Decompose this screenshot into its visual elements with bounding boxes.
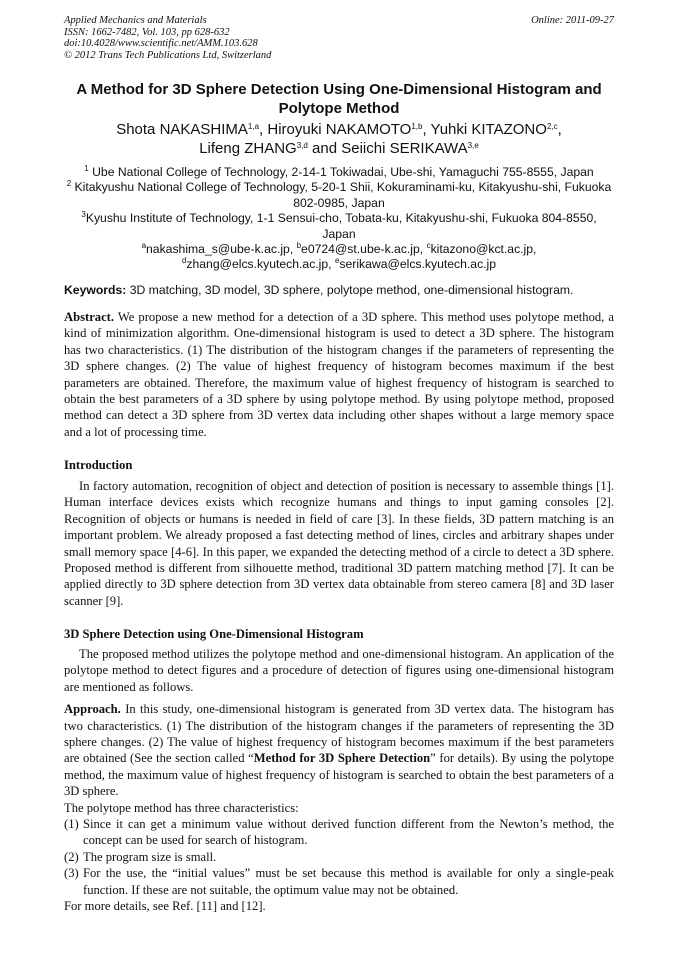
author: Shota NAKASHIMA$^{1,a}$, — [116, 121, 268, 138]
paper-title: A Method for 3D Sphere Detection Using One-Dimensional Histogram and Polytope Method — [76, 81, 602, 117]
list-intro: The polytope method has three characteristics: — [64, 800, 299, 815]
section-heading: 3D Sphere Detection using One-Dimensional Histogram — [64, 627, 364, 641]
email[interactable]: $^d$zhang@elcs.kyutech.ac.jp, — [181, 256, 335, 272]
abstract — [64, 309, 614, 440]
email[interactable]: $^e$serikawa@elcs.kyutech.ac.jp — [334, 256, 497, 272]
copyright-line: © 2012 Trans Tech Publications Ltd, Switzerland — [64, 49, 272, 61]
introduction-heading: Introduction — [64, 458, 133, 472]
email[interactable]: $^b$e0724@st.ube-k.ac.jp, — [296, 241, 427, 257]
author: Hiroyuki NAKAMOTO$^{1,b}$, — [267, 121, 431, 138]
author: Lifeng ZHANG$^{3,d}$ and — [199, 140, 342, 157]
affiliation-3: $^3$Kyushu Institute of Technology, 1-1 Sensui-cho, Tobata-ku, Kitakyushu-shi, Fukuoka 804-8550, Japan — [81, 210, 597, 241]
online-date: Online: 2011-09-27 — [531, 15, 614, 26]
email-list — [64, 242, 614, 273]
keywords — [64, 283, 614, 298]
abstract-text: We propose a new method for a detection of a 3D sphere. This method uses polytope method, a kind of minimization algorithm. One-dimensional histogram is used to detect a 3D sphere. The histogram has two characteristics. (1) The distribution of the histogram changes if the parameters of representing the 3D sphere changes. (2) The value of highest frequency of histogram becomes maximum if the best parameters are obtained. Therefore, the maximum value of highest frequency of histogram is searched to obtain the best parameters of a 3D sphere by using polytope method. By using polytope method, proposed method can detect a 3D sphere from 3D vertex data including other shapes without a large memory space and a lot of processing time. — [64, 310, 614, 439]
list-item: (2) The program size is small. — [64, 849, 217, 864]
email[interactable]: $^a$nakashima_s@ube-k.ac.jp, — [141, 241, 297, 257]
author: Seiichi SERIKAWA$^{3,e}$ — [341, 140, 479, 157]
affiliation-1: $^1$ Ube National College of Technology, 2-14-1 Tokiwadai, Ube-shi, Yamaguchi 755-8555, Japan — [84, 164, 594, 179]
section-intro: The proposed method utilizes the polytope method and one-dimensional histogram. An application of the polytope method to detect figures and a procedure of detection of figures using one-dimensional histogram are mentioned as follows. — [64, 647, 614, 694]
keywords-label: Keywords: — [64, 283, 127, 297]
keywords-text: 3D matching, 3D model, 3D sphere, polytope method, one-dimensional histogram. — [126, 283, 574, 297]
issn-line: ISSN: 1662-7482, Vol. 103, pp 628-632 — [64, 26, 230, 38]
introduction-paragraph: In factory automation, recognition of object and detection of position is necessary to assemble things [1]. Human interface devices exists which recognize humans and things to input gaming consoles [2]. Recognition of objects or humans is needed in field of care [3]. In these fields, 3D pattern matching is an important problem. We already proposed a fast detecting method of lines, circles and arbitrary shapes under small memory space [4-6]. In this paper, we expanded the detecting method of a circle to detect a 3D sphere. Proposed method is different from silhouette method, traditional 3D pattern matching method [7]. It can be applied directly to 3D sphere detection from 3D vertex data obtainable from stereo camera [8] and 3D laser scanner [9]. — [64, 479, 614, 608]
approach-paragraph: Approach. In this study, one-dimensional histogram is generated from 3D vertex data. The histogram has two characteristics. (1) The distribution of the histogram changes if the parameters of representing the 3D sphere changes. (2) The value of highest frequency of histogram becomes maximum if the best parameters are obtained (See the section called “Method for 3D Sphere Detection” for details). By using the polytope method, the maximum value of highest frequency of histogram is searched to obtain the best parameters of a 3D sphere. — [64, 702, 615, 799]
abstract-label: Abstract. — [64, 310, 115, 324]
list-item: (1) Since it can get a minimum value without derived function different from the Newton’s method, the concept can be used for search of histogram. — [64, 817, 614, 848]
journal-header — [64, 15, 614, 61]
email[interactable]: $^c$kitazono@kct.ac.jp, — [426, 241, 537, 257]
author: Yuhki KITAZONO$^{2,c}$, — [430, 121, 562, 138]
affiliations — [64, 165, 614, 273]
characteristics-list — [64, 816, 614, 898]
author-list — [64, 120, 614, 158]
section-body — [64, 646, 614, 915]
section-reference: Method for 3D Sphere Detection — [253, 751, 431, 766]
approach-label: Approach. — [64, 702, 121, 717]
affiliation-2: $^2$ Kitakyushu National College of Technology, 5-20-1 Shii, Kokuraminami-ku, Kitakyushu-shi, Fukuoka 802-0985, Japan — [66, 179, 612, 210]
introduction-body — [64, 478, 614, 609]
doi-line[interactable]: doi:10.4028/www.scientific.net/AMM.103.628 — [64, 38, 258, 50]
journal-name: Applied Mechanics and Materials — [64, 15, 207, 26]
closing-line: For more details, see Ref. [11] and [12]. — [64, 899, 266, 914]
list-item: (3) For the use, the “initial values” must be set because this method is available for only a single-peak function. If these are not suitable, the optimum value may not be obtained. — [64, 866, 614, 897]
